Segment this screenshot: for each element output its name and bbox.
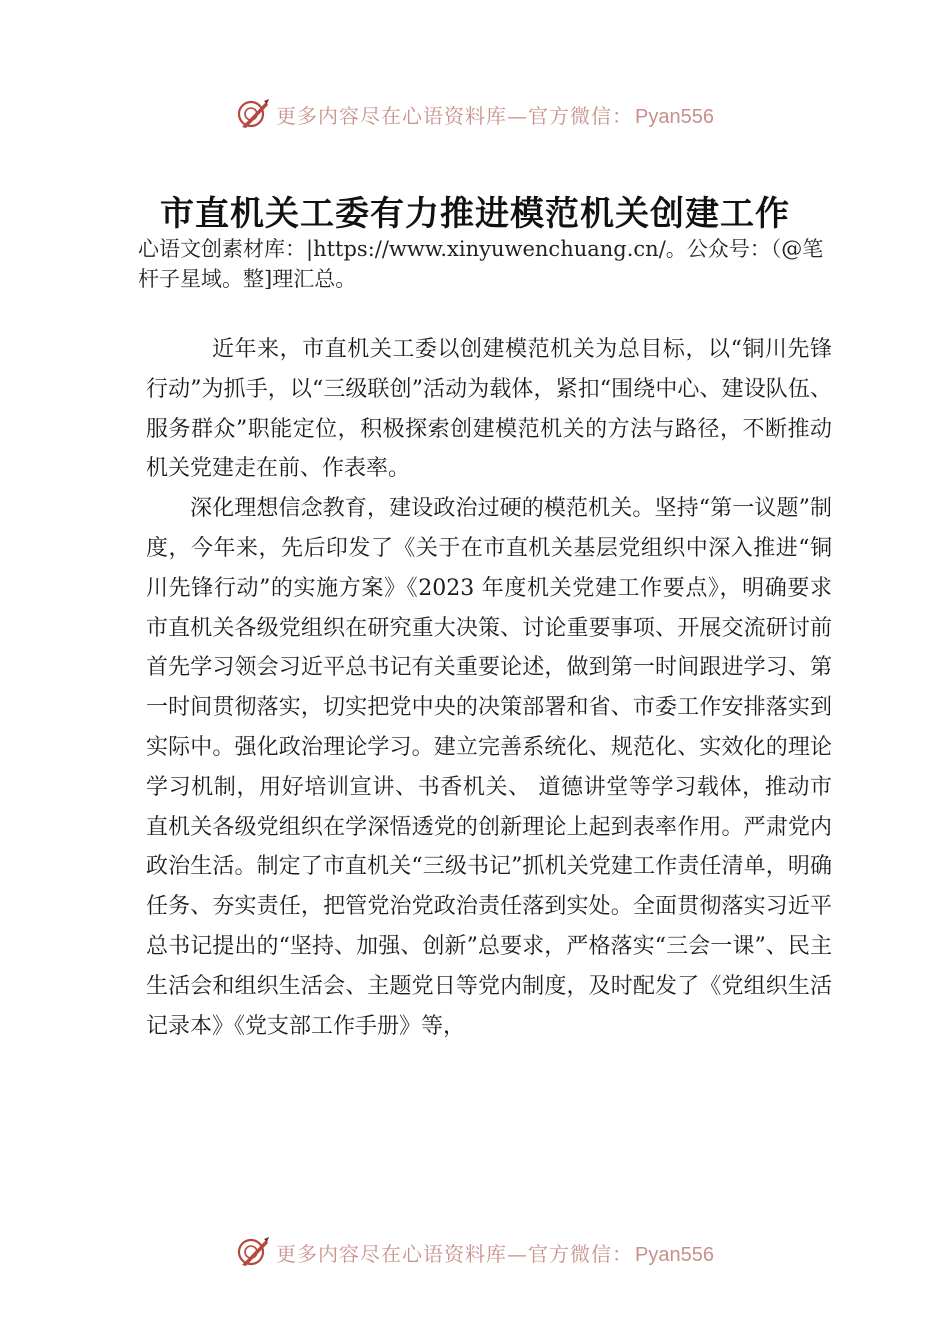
- watermark-text: 更多内容尽在心语资料库—官方微信： Pyan556: [276, 1241, 714, 1266]
- watermark-footer: [0, 1232, 950, 1272]
- paragraph-main: 深化理想信念教育，建设政治过硬的模范机关。坚持“第一议题”制度，今年来，先后印发了《关于在市直机关基层党组织中深入推进“铜川先锋行动”的实施方案》《2023 年度机关党建工作要点》，明确要求市直机关各级党组织在研究重大决策、讨论重要事项、开展交流研讨前首先学习领会习近平总书记有关重要论述，做到第一时间跟进学习、第一时间贯彻落实，切实把党中央的决策部署和省、市委工作安排落实到实际中。强化政治理论学习。建立完善系统化、规范化、实效化的理论学习机制，用好培训宣讲、书香机关、 道德讲堂等学习载体，推动市直机关各级党组织在学深悟透党的创新理论上起到表率作用。严肃党内政治生活。制定了市直机关“三级书记”抓机关党建工作责任清单，明确任务、夯实责任，把管党治党政治责任落到实处。全面贯彻落实习近平总书记提出的“坚持、加强、创新”总要求，严格落实“三会一课”、民主生活会和组织生活会、主题党日等党内制度，及时配发了《党组织生活记录本》《党支部工作手册》等，: [146, 496, 832, 1039]
- paragraph-intro: 近年来，市直机关工委以创建模范机关为总目标，以“铜川先锋行动”为抓手，以“三级联创”活动为载体，紧扣“围绕中心、建设队伍、服务群众”职能定位，积极探索创建模范机关的方法与路径，不断推动机关党建走在前、作表率。: [146, 337, 832, 482]
- watermark-header: [0, 94, 950, 134]
- watermark-wechat-id: Pyan556: [635, 105, 714, 128]
- watermark-text: 更多内容尽在心语资料库—官方微信： Pyan556: [276, 103, 714, 128]
- article-title: 市直机关工委有力推进模范机关创建工作: [160, 194, 790, 234]
- source-line: 心语文创素材库：|https://www.xinyuwenchuang.cn/。公众号：（@笔杆子星域。整]理汇总。: [138, 237, 824, 291]
- article-body: [146, 330, 832, 1046]
- pen-logo-icon: [236, 1235, 270, 1269]
- watermark-wechat-id: Pyan556: [635, 1243, 714, 1266]
- pen-logo-icon: [236, 97, 270, 131]
